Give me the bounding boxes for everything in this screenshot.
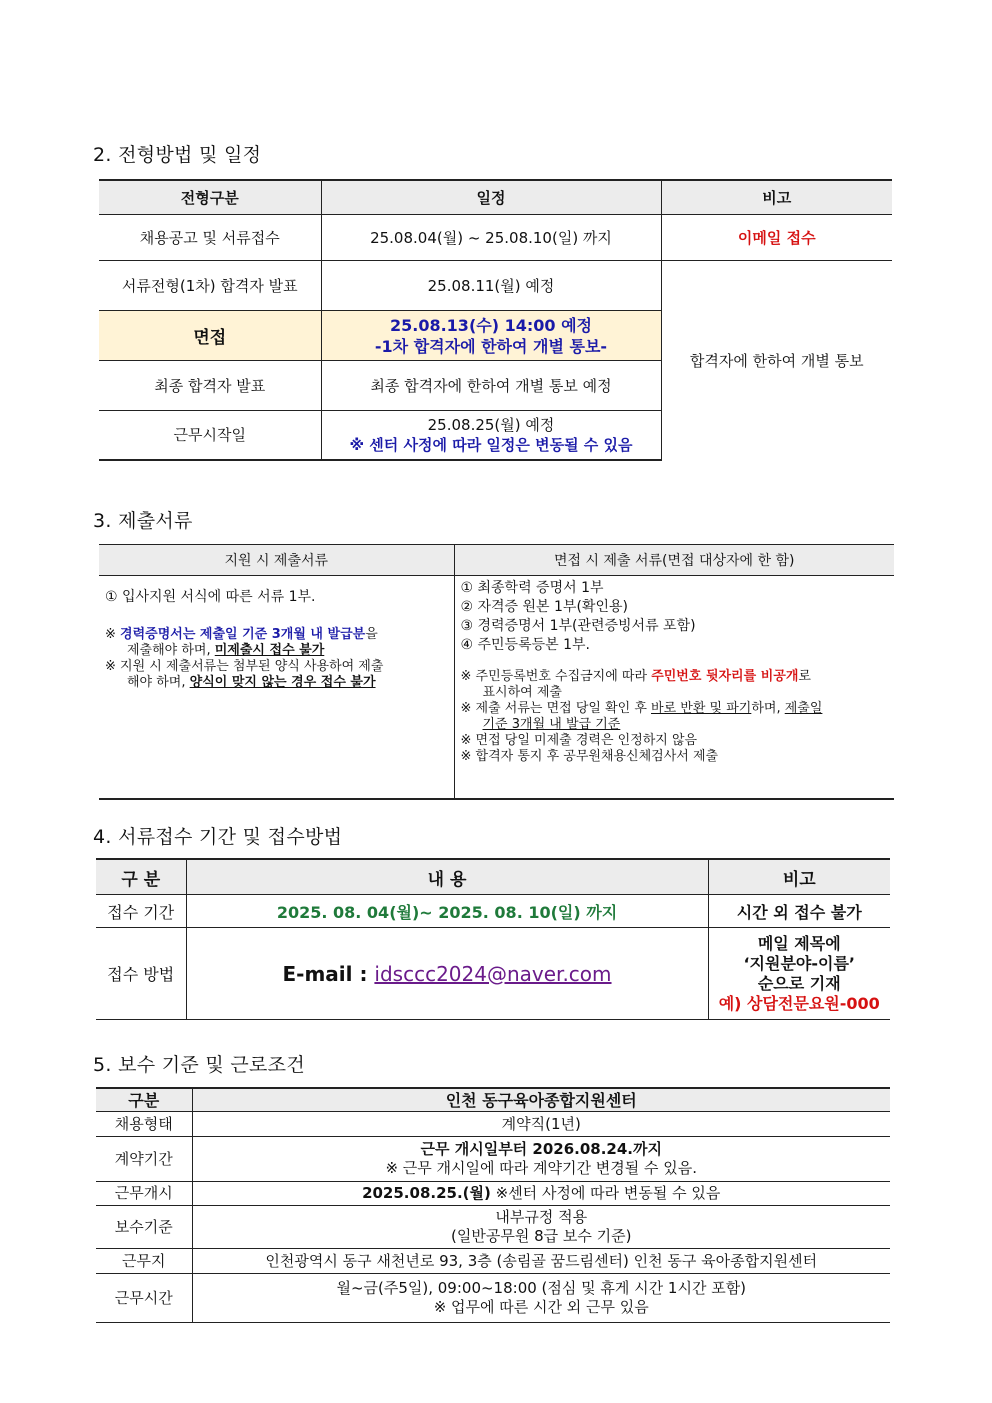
remark-line-4: 예) 상담전문요원-000 xyxy=(718,993,880,1013)
cond-value-pay xyxy=(192,1206,890,1249)
schedule-table xyxy=(99,179,892,461)
col-header-type: 전형구분 xyxy=(99,180,321,215)
cond-label-employment: 채용형태 xyxy=(96,1112,192,1137)
i-note-2-line2: 기준 3개월 내 발급 기준 xyxy=(482,717,621,732)
remark-line-2: ‘지원분야-이름’ xyxy=(743,953,856,973)
cond-label-location: 근무지 xyxy=(96,1249,192,1274)
col-header-item: 구분 xyxy=(96,1088,192,1112)
i-note-1-line2: 표시하여 제출 xyxy=(482,685,562,700)
col-header-schedule: 일정 xyxy=(321,180,661,215)
apply-note-2 xyxy=(105,659,448,691)
note-1-underline: 미제출시 접수 불가 xyxy=(214,643,325,658)
row-date-final: 최종 합격자에 한하여 개별 통보 예정 xyxy=(321,361,661,411)
email-link[interactable]: idsccc2024@naver.com xyxy=(374,961,612,986)
interview-date: 25.08.13(수) 14:00 예정 xyxy=(389,315,593,335)
remark-line-1: 메일 제목에 xyxy=(757,933,841,953)
interview-doc-item-3: ③ 경력증명서 1부(관련증빙서류 포함) xyxy=(460,618,696,634)
cond-value-location: 인천광역시 동구 새천년로 93, 3층 (송림골 꿈드림센터) 인천 동구 육아종합지원센터 xyxy=(192,1249,890,1274)
i-note-1-red: 주민번호 뒷자리를 비공개 xyxy=(651,669,799,684)
cond-label-contract: 계약기간 xyxy=(96,1137,192,1182)
pay-rule: 내부규정 적용 xyxy=(495,1208,588,1226)
interview-doc-item-1: ① 최종학력 증명서 1부 xyxy=(460,580,604,596)
section-3-heading: 3. 제출서류 xyxy=(93,510,193,532)
interview-note: -1차 합격자에 한하여 개별 통보- xyxy=(374,336,608,356)
row-method-remark xyxy=(708,928,890,1020)
col-header-note: 비고 xyxy=(661,180,892,215)
i-note-2-underline: 바로 반환 및 파기 xyxy=(651,701,752,716)
col-header-remark: 비고 xyxy=(708,859,890,895)
col-header-apply-docs: 지원 시 제출서류 xyxy=(99,545,454,576)
cond-label-hours: 근무시간 xyxy=(96,1274,192,1323)
start-date-note: ※센터 사정에 따라 변동될 수 있음 xyxy=(490,1184,721,1202)
row-label-posting: 채용공고 및 서류접수 xyxy=(99,215,321,261)
cond-value-start xyxy=(192,1182,890,1206)
documents-table xyxy=(99,544,894,800)
row-period-value: 2025. 08. 04(월)~ 2025. 08. 10(일) 까지 xyxy=(186,895,708,928)
col-header-interview-docs: 면접 시 제출 서류(면접 대상자에 한 함) xyxy=(454,545,894,576)
conditions-table xyxy=(96,1087,890,1323)
col-header-center: 인천 동구육아종합지원센터 xyxy=(192,1088,890,1112)
i-note-2-mid: 하며, xyxy=(751,701,785,716)
start-date-value: 2025.08.25.(월) xyxy=(362,1184,491,1202)
note-1-suffix: 을 xyxy=(365,627,378,642)
interview-note-2 xyxy=(461,701,889,733)
row-note-email: 이메일 접수 xyxy=(661,215,892,261)
cond-label-pay: 보수기준 xyxy=(96,1206,192,1249)
row-date-interview xyxy=(321,311,661,361)
note-2-underline: 양식이 맞지 않는 경우 접수 불가 xyxy=(189,675,376,690)
contract-period: 근무 개시일부터 2026.08.24.까지 xyxy=(420,1140,662,1158)
contract-note: ※ 근무 개시일에 따라 계약기간 변경될 수 있음. xyxy=(385,1159,698,1177)
email-label: E-mail : xyxy=(282,961,375,986)
col-header-category: 구 분 xyxy=(96,859,186,895)
section-5-heading: 5. 보수 기준 및 근로조건 xyxy=(93,1054,305,1076)
cond-value-contract xyxy=(192,1137,890,1182)
note-2-line2 xyxy=(105,675,448,691)
i-note-1-text: ※ 주민등록번호 수집금지에 따라 xyxy=(460,669,652,684)
row-label-doc-result: 서류전형(1차) 합격자 발표 xyxy=(99,261,321,311)
cond-value-employment: 계약직(1년) xyxy=(192,1112,890,1137)
row-label-period: 접수 기간 xyxy=(96,895,186,928)
interview-doc-item-4: ④ 주민등록등본 1부. xyxy=(460,637,590,653)
note-2-line2-text: 해야 하며, xyxy=(127,675,190,690)
submission-table xyxy=(96,858,890,1020)
row-period-remark: 시간 외 접수 불가 xyxy=(708,895,890,928)
apply-note-1 xyxy=(105,627,448,659)
merged-note: 합격자에 한하여 개별 통보 xyxy=(661,261,892,460)
note-1-highlight: 경력증명서는 제출일 기준 3개월 내 발급분 xyxy=(120,627,366,642)
hours-note: ※ 업무에 따른 시간 외 근무 있음 xyxy=(433,1298,649,1316)
interview-doc-item-2: ② 자격증 원본 1부(확인용) xyxy=(460,599,628,615)
cond-label-start: 근무개시 xyxy=(96,1182,192,1206)
apply-doc-item-1: ① 입사지원 서식에 따른 서류 1부. xyxy=(105,589,316,605)
note-mark: ※ xyxy=(105,627,121,642)
start-date: 25.08.25(월) 예정 xyxy=(427,415,555,434)
interview-note-1 xyxy=(461,669,889,701)
interview-docs-cell xyxy=(454,576,894,800)
row-date-start xyxy=(321,411,661,460)
section-2-heading: 2. 전형방법 및 일정 xyxy=(93,144,262,166)
pay-grade: (일반공무원 8급 보수 기준) xyxy=(451,1227,632,1245)
row-method-value xyxy=(186,928,708,1020)
i-note-1-suffix: 로 xyxy=(798,669,811,684)
row-label-method: 접수 방법 xyxy=(96,928,186,1020)
row-label-start: 근무시작일 xyxy=(99,411,321,460)
section-4-heading: 4. 서류접수 기간 및 접수방법 xyxy=(93,826,343,848)
start-note: ※ 센터 사정에 따라 일정은 변동될 수 있음 xyxy=(349,435,633,454)
apply-docs-cell xyxy=(99,576,454,800)
row-date-doc-result: 25.08.11(월) 예정 xyxy=(321,261,661,311)
i-note-2-underline-2: 제출일 xyxy=(784,701,823,716)
note-2-line1: ※ 지원 시 제출서류는 첨부된 양식 사용하여 제출 xyxy=(105,659,384,674)
hours-value: 월~금(주5일), 09:00~18:00 (점심 및 휴게 시간 1시간 포함) xyxy=(336,1279,747,1297)
cond-value-hours xyxy=(192,1274,890,1323)
note-1-line2-text: 제출해야 하며, xyxy=(127,643,215,658)
i-note-2-text: ※ 제출 서류는 면접 당일 확인 후 xyxy=(460,701,652,716)
row-label-final: 최종 합격자 발표 xyxy=(99,361,321,411)
remark-line-3: 순으로 기재 xyxy=(757,973,841,993)
interview-note-4: ※ 합격자 통지 후 공무원채용신체검사서 제출 xyxy=(460,749,719,764)
col-header-content: 내 용 xyxy=(186,859,708,895)
row-date-posting: 25.08.04(월) ~ 25.08.10(일) 까지 xyxy=(321,215,661,261)
row-label-interview: 면접 xyxy=(99,311,321,361)
interview-note-3: ※ 면접 당일 미제출 경력은 인정하지 않음 xyxy=(460,733,698,748)
note-1-line2 xyxy=(105,643,448,659)
